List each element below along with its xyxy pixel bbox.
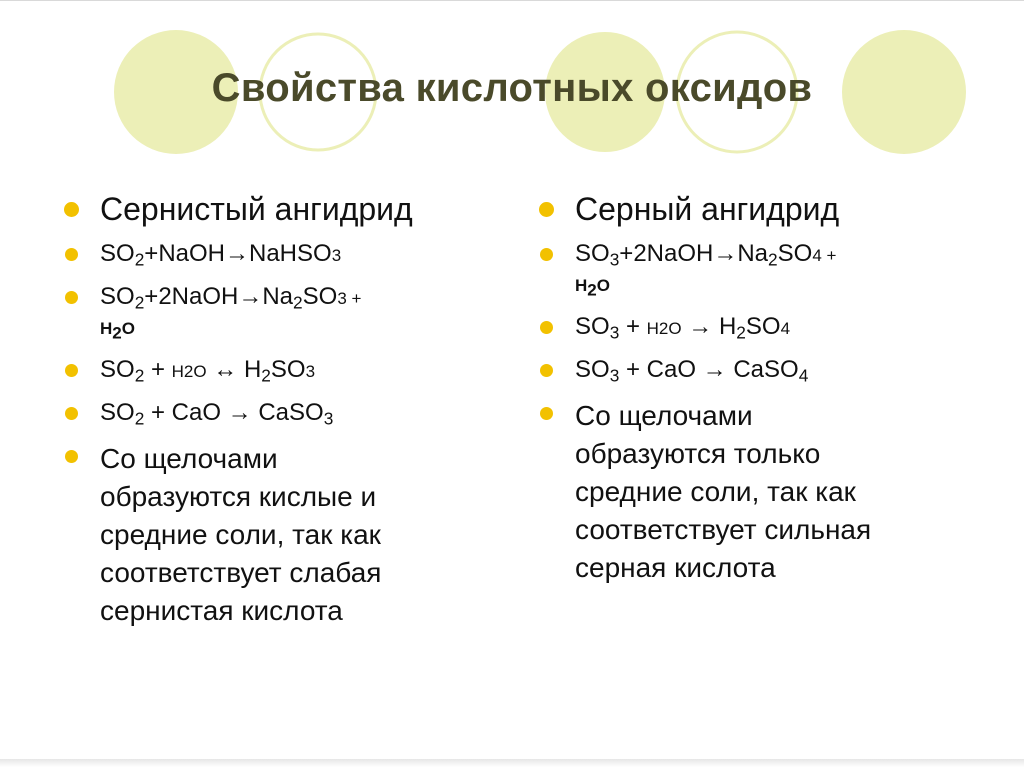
bullet-icon (65, 364, 78, 377)
bullet-icon (540, 364, 553, 377)
bullet-icon (64, 202, 79, 217)
bullet-icon (65, 248, 78, 261)
bullet-icon (65, 407, 78, 420)
right-conclusion: Со щелочами образуются только средние соли, так как соответствует сильная серная кислота (535, 397, 985, 587)
bullet-icon (540, 248, 553, 261)
right-equation-1: $SO_3+2NaOH\to Na_2SO4$ + $H_2O$ (535, 240, 985, 300)
right-equation-3: $SO_3$ + CaO → CaSO$_4$ (535, 356, 985, 384)
left-conclusion: Со щелочами образуются кислые и средние соли, так как соответствует слабая сернистая кислота (60, 440, 500, 630)
left-column (60, 190, 500, 630)
bullet-icon (65, 450, 78, 463)
bullet-icon (540, 321, 553, 334)
left-equation-2: $SO_2+2NaOH\to Na_2SO3$ + $H_2O$ (60, 283, 500, 343)
slide-title: Свойства кислотных оксидов (211, 66, 813, 110)
bullet-icon (539, 202, 554, 217)
bullet-icon (65, 291, 78, 304)
right-column (535, 190, 985, 587)
bottom-border (0, 759, 1024, 767)
bullet-icon (540, 407, 553, 420)
left-equation-4: $SO_2$ + CaO → CaSO$_3$ (60, 399, 500, 427)
left-equation-3: $SO_2 + H2O$ ↔ $H_2SO3$ (60, 356, 500, 386)
left-equation-1: $SO_2+NaOH\to NaHSO3$ (60, 240, 500, 270)
left-heading: Сернистый ангидрид (100, 191, 413, 227)
right-equation-2: $SO_3 + H2O \to H_2SO4$ (535, 313, 985, 343)
right-heading-item (535, 190, 985, 228)
left-heading-item (60, 190, 500, 228)
right-heading: Серный ангидрид (575, 191, 840, 227)
